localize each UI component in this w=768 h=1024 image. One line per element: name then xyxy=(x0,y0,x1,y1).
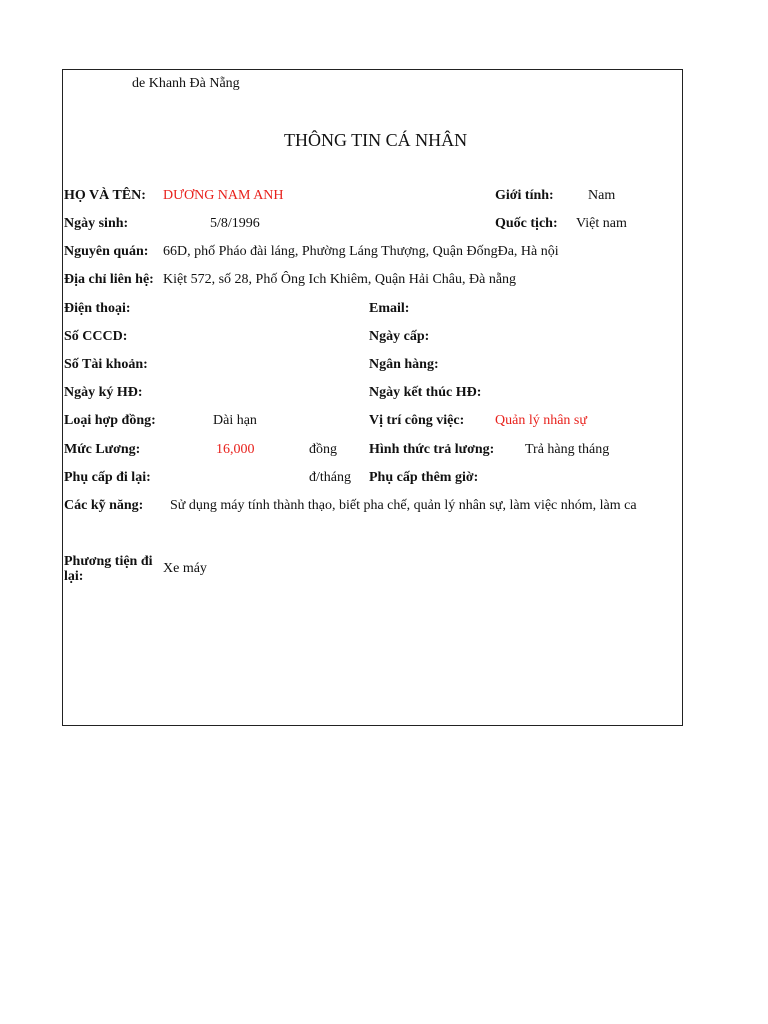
transportation-label: Phương tiện đi lại: xyxy=(64,554,153,584)
id-number-label: Số CCCD: xyxy=(64,329,128,344)
travel-allowance-unit: đ/tháng xyxy=(309,470,351,485)
company-header: de Khanh Đà Nẵng xyxy=(132,76,240,91)
salary-label: Mức Lương: xyxy=(64,442,141,457)
email-label: Email: xyxy=(369,301,410,316)
hometown-label: Nguyên quán: xyxy=(64,244,149,259)
contract-type-value: Dài hạn xyxy=(213,413,257,428)
position-value: Quản lý nhân sự xyxy=(495,413,587,428)
dob-label: Ngày sinh: xyxy=(64,216,129,231)
gender-value: Nam xyxy=(588,188,616,203)
address-label: Địa chỉ liên hệ: xyxy=(64,272,154,287)
address-value: Kiệt 572, số 28, Phố Ông Ich Khiêm, Quận Hải Châu, Đà nẵng xyxy=(163,272,517,287)
skills-label: Các kỹ năng: xyxy=(64,498,144,513)
contract-type-label: Loại hợp đồng: xyxy=(64,413,156,428)
pay-method-value: Trả hàng tháng xyxy=(525,442,610,457)
dob-value: 5/8/1996 xyxy=(210,216,260,231)
salary-value: 16,000 xyxy=(216,442,255,457)
full-name-label: HỌ VÀ TÊN: xyxy=(64,188,146,203)
contract-end-date-label: Ngày kết thúc HĐ: xyxy=(369,385,482,400)
gender-label: Giới tính: xyxy=(495,188,554,203)
page-title: THÔNG TIN CÁ NHÂN xyxy=(284,130,468,150)
hometown-value: 66D, phố Pháo đài láng, Phường Láng Thượng, Quận ĐốngĐa, Hà nội xyxy=(163,244,559,259)
phone-label: Điện thoại: xyxy=(64,301,131,316)
skills-value: Sử dụng máy tính thành thạo, biết pha chế, quản lý nhân sự, làm việc nhóm, làm ca xyxy=(170,498,637,513)
nationality-label: Quốc tịch: xyxy=(495,216,558,231)
overtime-allowance-label: Phụ cấp thêm giờ: xyxy=(369,470,479,485)
full-name-value: DƯƠNG NAM ANH xyxy=(163,188,284,203)
bank-label: Ngân hàng: xyxy=(369,357,439,372)
position-label: Vị trí công việc: xyxy=(369,413,465,428)
transportation-value: Xe máy xyxy=(163,561,207,576)
contract-sign-date-label: Ngày ký HĐ: xyxy=(64,385,143,400)
account-number-label: Số Tài khoản: xyxy=(64,357,148,372)
pay-method-label: Hình thức trả lương: xyxy=(369,442,495,457)
salary-unit: đồng xyxy=(309,442,337,457)
travel-allowance-label: Phụ cấp đi lại: xyxy=(64,470,151,485)
issue-date-label: Ngày cấp: xyxy=(369,329,430,344)
nationality-value: Việt nam xyxy=(576,216,627,231)
